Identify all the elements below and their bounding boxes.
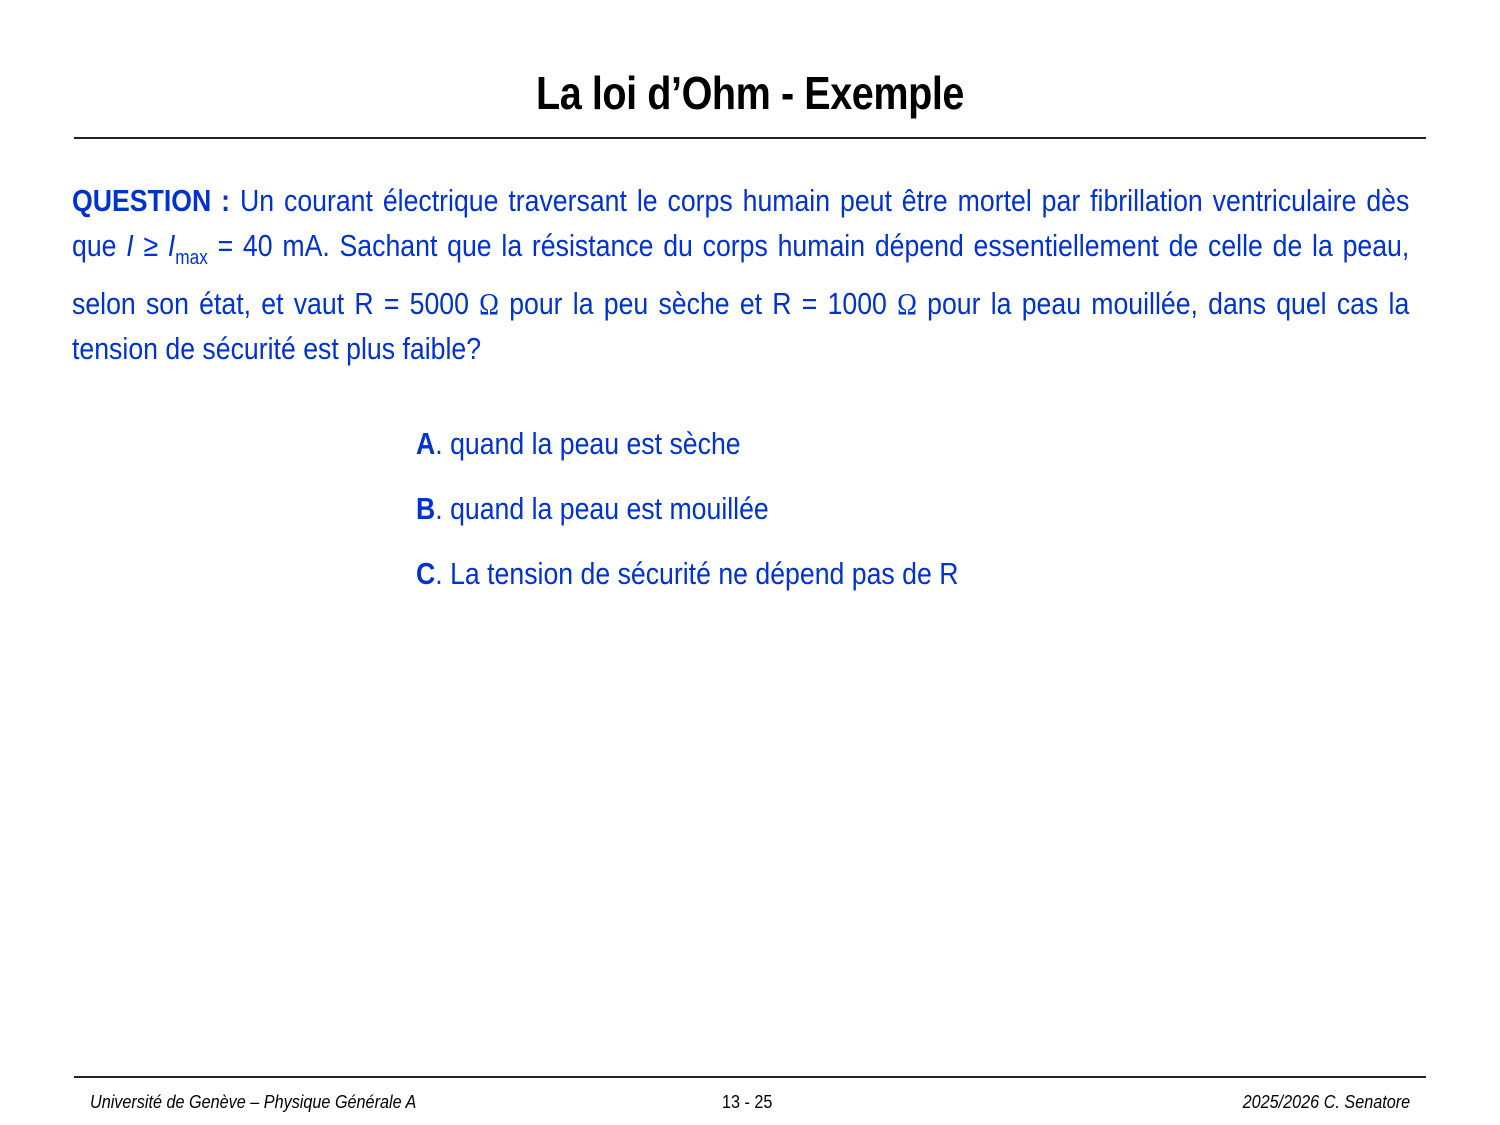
option-c [416,552,958,617]
option-text: . La tension de sécurité ne dépend pas de R [435,556,959,591]
answer-options [416,422,1047,617]
question-text-1: Un courant électrique traversant le corps humain peut être mortel par fibrillation ventriculaire dès que [72,183,1410,263]
subscript-max: max [175,247,208,269]
slide-title: La loi d’Ohm - Exemple [536,67,964,119]
option-a [416,422,958,487]
option-b [416,487,958,552]
option-letter: B [416,491,436,526]
omega-symbol: Ω [897,286,917,321]
question-label: QUESTION : [72,183,231,218]
page-number: 13 - 25 [722,1092,773,1112]
omega-symbol: Ω [479,286,499,321]
geq-symbol: ≥ [133,228,168,263]
question-text-4: pour la peau mouillée, dans quel cas la tension de sécurité est plus faible? [72,286,1410,366]
question-text-3: pour la peu sèche et R = 1000 [498,286,898,321]
symbol-current: I [126,228,134,263]
question-paragraph [72,178,1410,371]
footer-author: 2025/2026 C. Senatore [1242,1092,1410,1112]
footer-divider [74,1076,1426,1078]
symbol-imax: I [167,228,176,263]
footer-institution: Université de Genève – Physique Générale A [90,1092,417,1112]
option-letter: A [416,426,436,461]
option-letter: C [416,556,436,591]
title-divider [74,137,1426,139]
question-text-2: = 40 mA. Sachant que la résistance du corps humain dépend essentiellement de celle de la peau, selon son état, et vaut R = 5000 [72,228,1410,321]
option-text: . quand la peau est mouillée [435,491,769,526]
option-text: . quand la peau est sèche [435,426,741,461]
